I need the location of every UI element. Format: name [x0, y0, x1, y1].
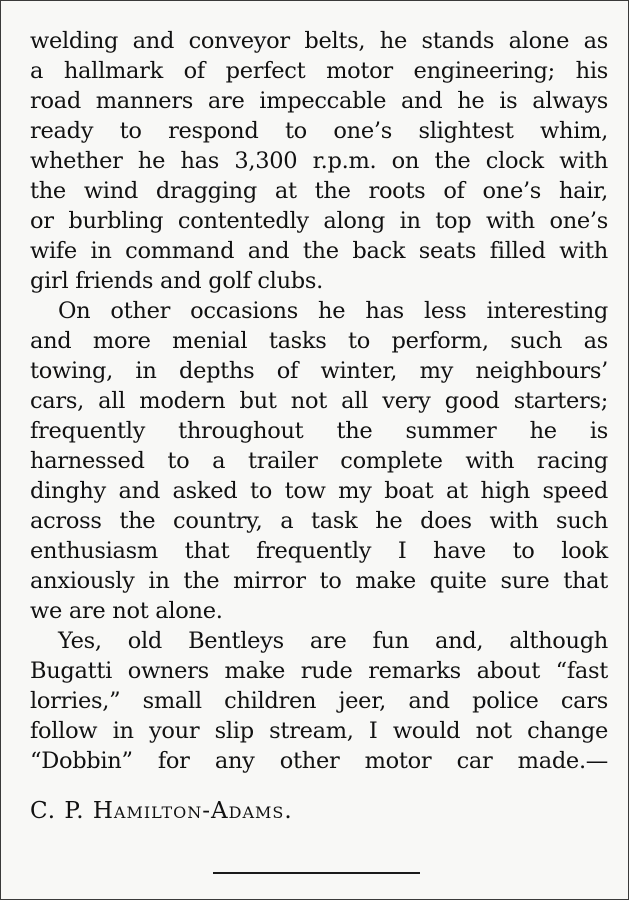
- text-line: a hallmark of perfect motor engineering; his: [30, 58, 608, 84]
- text-line: “Dobbin” for any other motor car made.—: [30, 748, 608, 774]
- text-line: frequently throughout the summer he is: [30, 418, 608, 444]
- text-line: dinghy and asked to tow my boat at high speed: [30, 478, 608, 504]
- text-line: cars, all modern but not all very good starters;: [30, 388, 608, 414]
- text-line: or burbling contentedly along in top with one’s: [30, 208, 608, 234]
- text-line: On other occasions he has less interesting: [58, 298, 608, 324]
- text-line: anxiously in the mirror to make quite sure that: [30, 568, 608, 594]
- text-line: we are not alone.: [30, 598, 223, 624]
- text-line: road manners are impeccable and he is always: [30, 88, 608, 114]
- paragraph-1: [30, 26, 608, 296]
- text-line: ready to respond to one’s slightest whim,: [30, 118, 608, 144]
- text-line: harnessed to a trailer complete with racing: [30, 448, 608, 474]
- article-body: [30, 26, 608, 776]
- text-line: lorries,” small children jeer, and police cars: [30, 688, 608, 714]
- paragraph-3: [30, 626, 608, 776]
- text-line: welding and conveyor belts, he stands alone as: [30, 28, 608, 54]
- paragraph-2: [30, 296, 608, 626]
- text-line: whether he has 3,300 r.p.m. on the clock with: [30, 148, 608, 174]
- text-line: the wind dragging at the roots of one’s hair,: [30, 178, 608, 204]
- author-signature: [30, 796, 293, 826]
- text-line: and more menial tasks to perform, such as: [30, 328, 608, 354]
- text-line: follow in your slip stream, I would not change: [30, 718, 608, 744]
- text-line: towing, in depths of winter, my neighbours’: [30, 358, 608, 384]
- text-line: girl friends and golf clubs.: [30, 268, 323, 294]
- text-line: Bugatti owners make rude remarks about “fast: [30, 658, 608, 684]
- section-divider: [213, 872, 420, 874]
- text-line: Yes, old Bentleys are fun and, although: [58, 628, 608, 654]
- text-line: wife in command and the back seats filled with: [30, 238, 608, 264]
- text-line: across the country, a task he does with such: [30, 508, 608, 534]
- author-surname: Hamilton-Adams.: [92, 798, 293, 824]
- text-line: enthusiasm that frequently I have to look: [30, 538, 608, 564]
- author-initials: C. P.: [30, 798, 85, 824]
